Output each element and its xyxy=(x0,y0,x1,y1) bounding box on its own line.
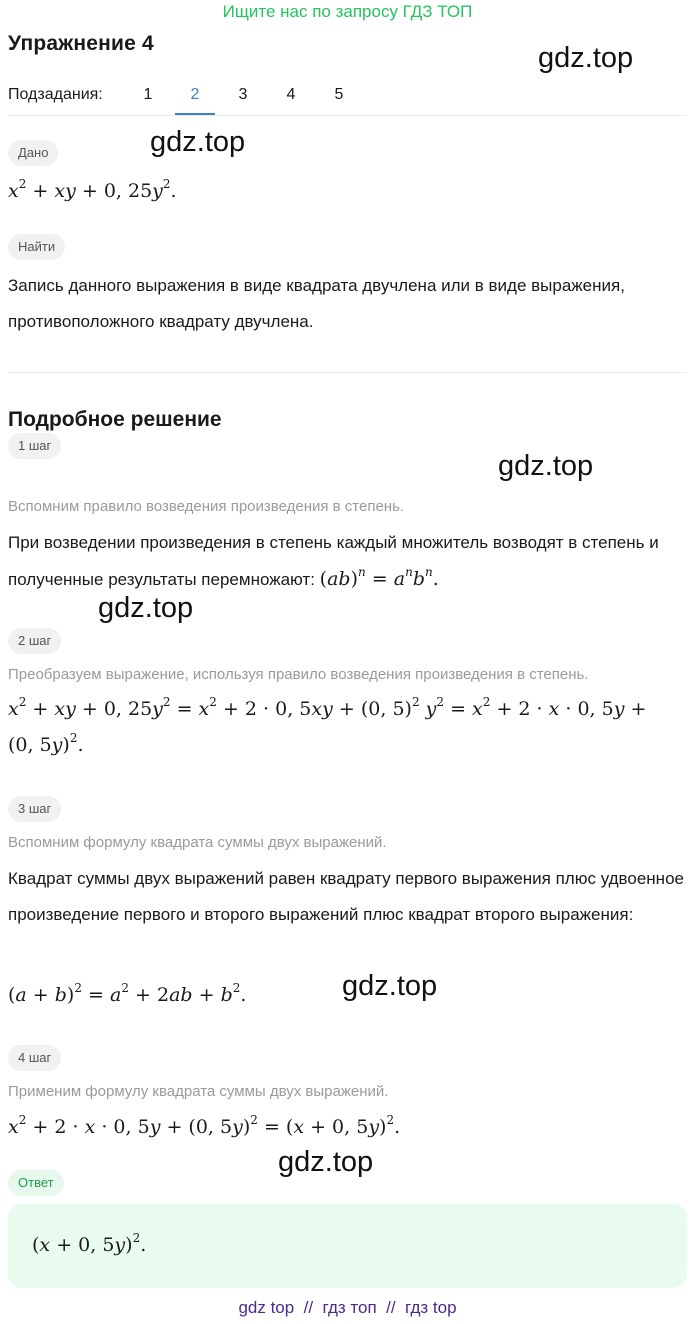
step-2-hint: Преобразуем выражение, используя правило возведения произведения в степень. xyxy=(8,666,589,683)
tab-subtask-4[interactable]: 4 xyxy=(286,86,296,103)
solution-title: Подробное решение xyxy=(8,408,222,431)
given-badge: Дано xyxy=(8,140,58,166)
find-text: Запись данного выражения в виде квадрата двучлена или в виде выражения, противоположного квадрату двучлена. xyxy=(8,276,625,331)
step-2-badge: 2 шаг xyxy=(8,628,61,654)
watermark: gdz.top xyxy=(98,592,194,624)
exercise-title: Упражнение 4 xyxy=(8,32,154,55)
step-4-hint: Применим формулу квадрата суммы двух выражений. xyxy=(8,1083,389,1100)
watermark: gdz.top xyxy=(278,1146,374,1178)
footer-links[interactable]: gdz top // гдз топ // гдз top xyxy=(238,1298,457,1317)
find-badge: Найти xyxy=(8,234,65,260)
answer-formula: (x + 0, 5y)$^2$. xyxy=(32,1231,147,1256)
step-1-badge: 1 шаг xyxy=(8,433,61,459)
tab-subtask-5[interactable]: 5 xyxy=(334,86,344,103)
step-3-formula: $(a + b)^2 = a^2 + 2ab + b^2$. xyxy=(8,981,247,1006)
search-banner[interactable]: Ищите нас по запросу ГДЗ ТОП xyxy=(222,2,473,21)
given-expression: $x^2$ + xy + 0, $25y^2$. xyxy=(8,177,177,202)
watermark: gdz.top xyxy=(150,126,246,158)
divider xyxy=(8,115,687,116)
watermark: gdz.top xyxy=(538,42,634,74)
answer-badge: Ответ xyxy=(8,1170,64,1196)
tab-subtask-3[interactable]: 3 xyxy=(238,86,248,103)
step-1-text: При возведении произведения в степень каждый множитель возводят в степень и полученные результаты перемножают: $(ab)^n = a^nb^n$. xyxy=(8,533,659,590)
tab-subtask-1[interactable]: 1 xyxy=(143,86,153,103)
step-3-hint: Вспомним формулу квадрата суммы двух выражений. xyxy=(8,834,387,851)
step-1-formula: $(ab)^n = a^nb^n$. xyxy=(319,565,439,590)
step-3-text: Квадрат суммы двух выражений равен квадрату первого выражения плюс удвоенное произведение первого и второго выражений плюс квадрат второго выражения: xyxy=(8,869,684,924)
step-4-badge: 4 шаг xyxy=(8,1045,61,1071)
step-4-formula: $x^2 + 2 \cdot x \cdot 0$, 5y + (0, 5y)$^2$ = (x + 0, 5y)$^2$. xyxy=(8,1113,401,1138)
step-2-formula-line1: $x^2$ + xy + 0, $25y^2 = x^2 + 2 \cdot 0$, 5xy + (0, 5)$^2$ $y^2 = x^2 + 2 \cdot x \cdot 0$, 5y + xyxy=(8,695,647,720)
step-2-formula-line2: (0, 5y)$^2$. xyxy=(8,731,84,756)
subtasks-label: Подзадания: xyxy=(8,86,103,103)
step-1-hint: Вспомним правило возведения произведения в степень. xyxy=(8,498,405,515)
watermark: gdz.top xyxy=(342,970,438,1002)
step-3-badge: 3 шаг xyxy=(8,796,61,822)
divider xyxy=(8,372,687,373)
watermark: gdz.top xyxy=(498,450,594,482)
tab-subtask-2[interactable]: 2 xyxy=(190,86,200,103)
